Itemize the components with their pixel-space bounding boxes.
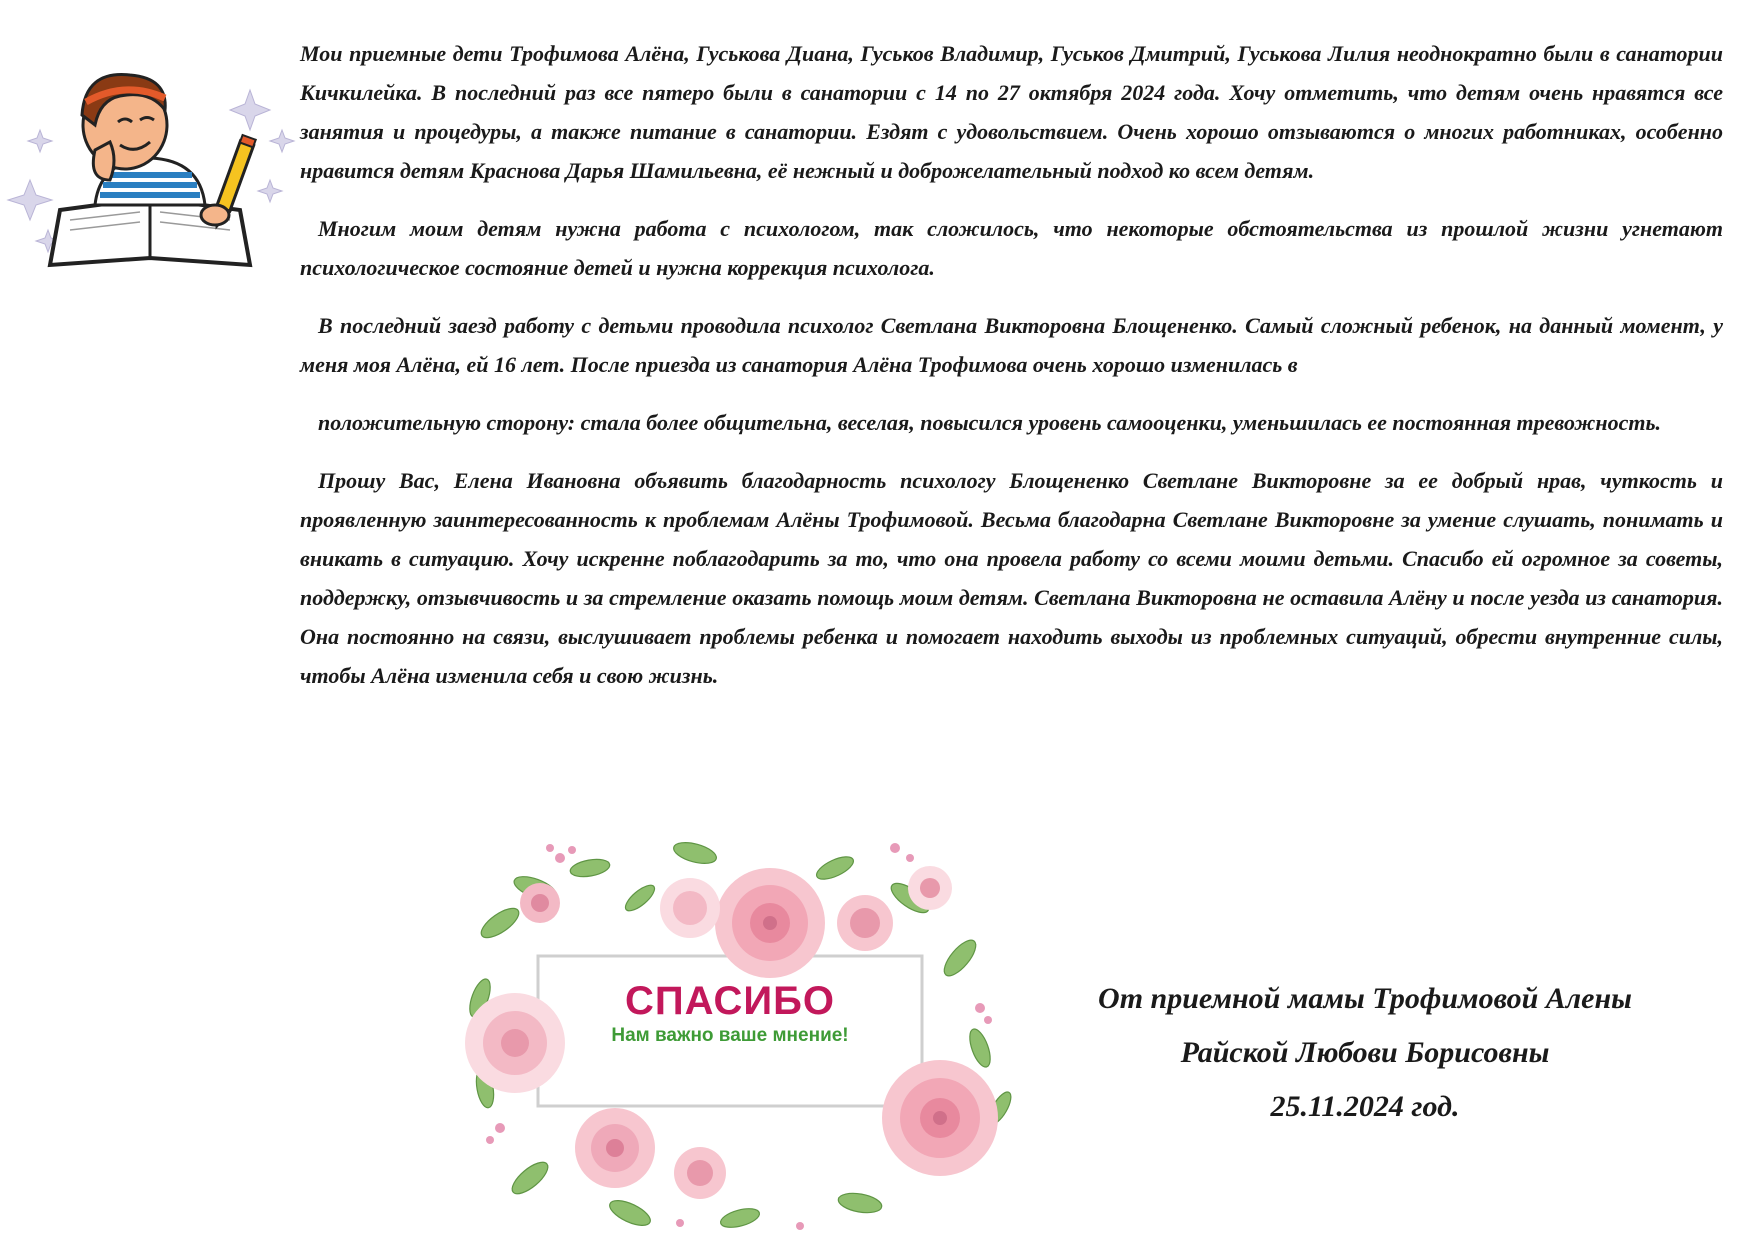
signature-block	[1080, 972, 1650, 1134]
letter-paragraph-2: Многим моим детям нужна работа с психологом, так сложилось, что некоторые обстоятельства из прошлой жизни угнетают психологическое состояние детей и нужна коррекция психолога.	[300, 216, 1723, 280]
card-title: СПАСИБО	[624, 979, 836, 1023]
letter-paragraph-5: Прошу Вас, Елена Ивановна объявить благодарность психологу Блощененко Светлане Викторовне за ее добрый нрав, чуткость и проявленную заинтересованность к проблемам Алёны Трофимовой. Весьма благодарна Светлане Викторовне за умение слушать, понимать и вникать в ситуацию. Хочу искренне поблагодарить за то, что она провела работу со всеми моими детьми. Спасибо ей огромное за советы, поддержку, отзывчивость и за стремление оказать помощь моим детям. Светлана Викторовна не оставила Алёну и после уезда из санатория. Она постоянно на связи, выслушивает проблемы ребенка и помогает находить выходы из проблемных ситуаций, обрести внутренние силы, чтобы Алёна изменила себя и свою жизнь.	[300, 468, 1723, 688]
letter-body	[300, 34, 1723, 714]
signature-line-name: Райской Любови Борисовны	[1180, 1036, 1550, 1069]
card-text	[550, 978, 910, 1048]
letter-paragraph-1: Мои приемные дети Трофимова Алёна, Гуськова Диана, Гуськов Владимир, Гуськов Дмитрий, Гуськова Лилия неоднократно были в санатории Кичкилейка. В последний раз все пятеро были в санатории с 14 по 27 октября 2024 года. Хочу отметить, что детям очень нравятся все занятия и процедуры, а также питание в санатории. Ездят с удовольствием. Очень хорошо отзываются о многих работниках, особенно нравится детям Краснова Дарья Шамильевна, её нежный и доброжелательный подход ко всем детям.	[300, 41, 1723, 183]
card-subtitle: Нам важно ваше мнение!	[611, 1025, 849, 1046]
letter-paragraph-3: В последний заезд работу с детьми проводила психолог Светлана Викторовна Блощененко. Самый сложный ребенок, на данный момент, у меня моя Алёна, ей 16 лет. После приезда из санатория Алёна Трофимова очень хорошо изменилась в	[300, 313, 1723, 377]
thank-you-card	[440, 828, 1020, 1233]
writing-boy-icon	[0, 30, 300, 275]
signature-line-from: От приемной мамы Трофимовой Алены	[1098, 982, 1632, 1015]
signature-date: 25.11.2024 год.	[1270, 1090, 1460, 1123]
letter-paragraph-4: положительную сторону: стала более общительна, веселая, повысился уровень самооценки, уменьшилась ее постоянная тревожность.	[318, 410, 1662, 435]
